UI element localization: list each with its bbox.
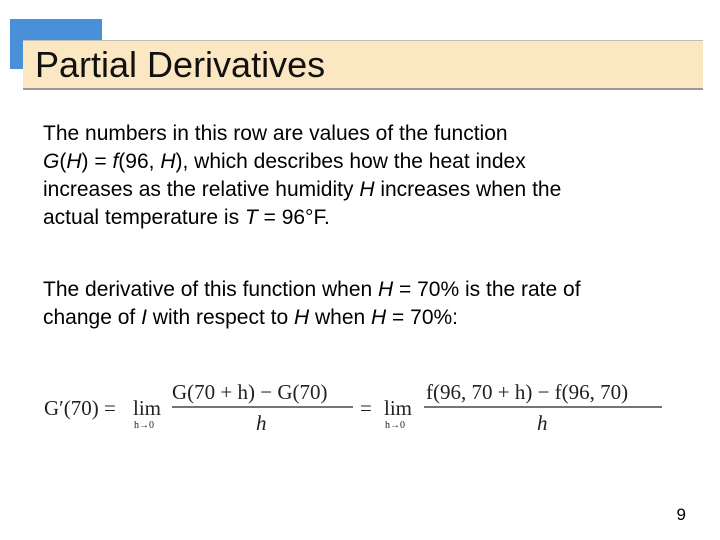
formula-lim-1: lim: [133, 396, 162, 420]
text: with respect to: [146, 306, 294, 329]
formula-equals-2: =: [360, 396, 372, 420]
text: = 70% is the rate of: [393, 278, 581, 301]
paragraph1-line1: The numbers in this row are values of the function: [43, 122, 508, 145]
paragraph-function-description: [43, 120, 673, 232]
var-H: H: [66, 150, 82, 173]
text: ), which describes how the heat index: [175, 150, 526, 173]
var-H: H: [378, 278, 394, 301]
formula-lhs: G′(70) =: [44, 396, 116, 420]
paragraph-derivative-description: [43, 276, 673, 332]
text: = 70%:: [386, 306, 459, 329]
text: increases as the relative humidity: [43, 178, 360, 201]
formula-numerator-1: G(70 + h) − G(70): [172, 380, 328, 404]
paragraph1-line3: [43, 176, 673, 204]
var-f: f: [112, 150, 119, 173]
formula-denominator-1: h: [256, 411, 267, 435]
formula-lim-2: lim: [384, 396, 413, 420]
text: change of: [43, 306, 142, 329]
text: (96,: [118, 150, 161, 173]
var-G: G: [43, 150, 60, 173]
var-H: H: [371, 306, 387, 329]
paragraph1-line2: [43, 148, 673, 176]
var-I: I: [141, 306, 147, 329]
text: actual temperature is: [43, 206, 245, 229]
text: when: [309, 306, 372, 329]
slide-title: Partial Derivatives: [35, 44, 326, 85]
paragraph2-line1: [43, 276, 673, 304]
page-number: 9: [676, 505, 686, 524]
var-H: H: [160, 150, 176, 173]
text: (: [59, 150, 67, 173]
paragraph1-line4: [43, 204, 673, 232]
formula-denominator-2: h: [537, 411, 548, 435]
var-H: H: [359, 178, 375, 201]
text: = 96°F.: [257, 206, 330, 229]
derivative-formula: [44, 372, 674, 442]
text: increases when the: [374, 178, 562, 201]
paragraph2-line2: [43, 304, 673, 332]
formula-graphic: [44, 372, 674, 442]
var-T: T: [244, 206, 258, 229]
text: ) =: [81, 150, 113, 173]
var-H: H: [294, 306, 310, 329]
text: The derivative of this function when: [43, 278, 379, 301]
formula-numerator-2: f(96, 70 + h) − f(96, 70): [426, 380, 629, 404]
formula-lim-2-sub: h→0: [385, 420, 405, 431]
formula-lim-1-sub: h→0: [134, 420, 154, 431]
